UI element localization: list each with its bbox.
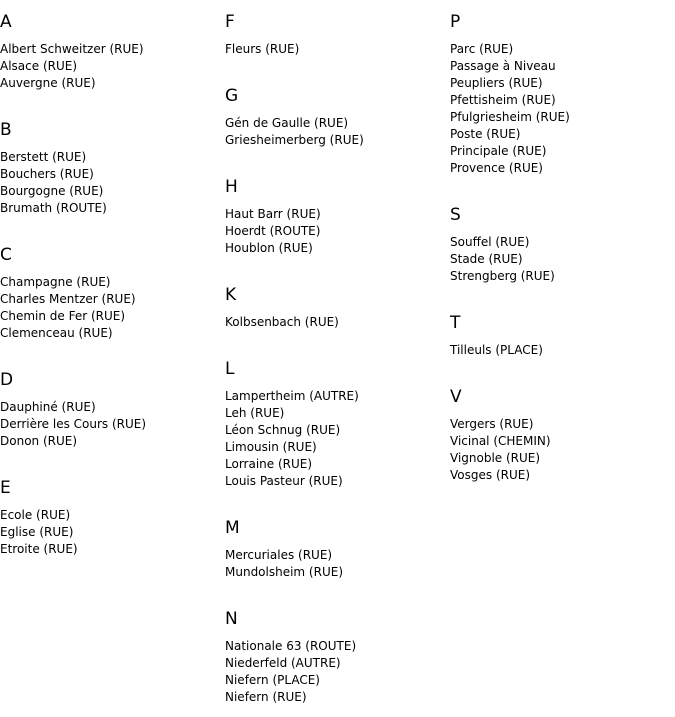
street-link[interactable]: Pfettisheim (RUE) [450,93,556,107]
street-item [225,132,450,149]
street-item [225,41,450,58]
street-index-column-1 [0,0,225,558]
section-spacer [0,217,225,233]
street-item [0,399,225,416]
street-list [225,388,450,490]
letter-heading: N [225,609,238,629]
street-link[interactable]: Chemin de Fer (RUE) [0,309,126,323]
street-link[interactable]: Etroite (RUE) [0,542,78,556]
letter-heading: H [225,177,238,197]
street-link[interactable]: Bourgogne (RUE) [0,184,104,198]
section-spacer [450,177,675,193]
street-item [225,456,450,473]
street-item [0,75,225,92]
street-link[interactable]: Fleurs (RUE) [225,42,300,56]
street-item [225,422,450,439]
street-item [0,149,225,166]
street-link[interactable]: Nationale 63 (ROUTE) [225,639,357,653]
street-item [225,223,450,240]
street-list [225,115,450,149]
street-link[interactable]: Pfulgriesheim (RUE) [450,110,570,124]
section-spacer [225,581,450,597]
street-link[interactable]: Passage à Niveau [450,59,556,73]
street-link[interactable]: Gén de Gaulle (RUE) [225,116,349,130]
letter-heading: B [0,120,12,140]
street-item [450,109,675,126]
section-spacer [450,359,675,375]
section-spacer [225,490,450,506]
letter-section [225,359,450,490]
street-link[interactable]: Champagne (RUE) [0,275,111,289]
letter-section [450,12,675,177]
street-list [0,41,225,92]
street-list [0,507,225,558]
street-list [225,314,450,331]
street-item [450,126,675,143]
street-link[interactable]: Clemenceau (RUE) [0,326,113,340]
street-list [225,638,450,706]
street-link[interactable]: Mundolsheim (RUE) [225,565,344,579]
street-link[interactable]: Niefern (RUE) [225,690,307,704]
street-item [225,564,450,581]
section-spacer [450,285,675,301]
street-link[interactable]: Mercuriales (RUE) [225,548,333,562]
street-item [225,314,450,331]
street-index-column-3 [450,0,675,484]
street-item [225,206,450,223]
section-spacer [0,450,225,466]
street-link[interactable]: Berstett (RUE) [0,150,87,164]
street-item [450,467,675,484]
street-item [225,115,450,132]
street-item [0,325,225,342]
letter-heading: C [0,245,12,265]
street-item [450,450,675,467]
street-link[interactable]: Léon Schnug (RUE) [225,423,341,437]
street-link[interactable]: Alsace (RUE) [0,59,78,73]
street-item [0,58,225,75]
street-link[interactable]: Leh (RUE) [225,406,285,420]
letter-heading: D [0,370,14,390]
street-link[interactable]: Donon (RUE) [0,434,78,448]
street-link[interactable]: Strengberg (RUE) [450,269,555,283]
street-link[interactable]: Lorraine (RUE) [225,457,313,471]
letter-section [0,120,225,217]
letter-heading: F [225,12,235,32]
street-item [0,524,225,541]
street-list [0,274,225,342]
street-item [0,41,225,58]
street-link[interactable]: Vicinal (CHEMIN) [450,434,551,448]
letter-section [225,12,450,58]
section-spacer [225,257,450,273]
street-item [0,416,225,433]
street-item [225,405,450,422]
street-item [225,240,450,257]
street-list [450,234,675,285]
street-link[interactable]: Vergers (RUE) [450,417,534,431]
street-item [225,638,450,655]
street-link[interactable]: Tilleuls (PLACE) [450,343,543,357]
letter-section [225,518,450,581]
street-item [450,92,675,109]
street-item [450,251,675,268]
section-spacer [0,92,225,108]
street-item [450,416,675,433]
letter-heading: G [225,86,239,106]
street-item [450,160,675,177]
letter-section [0,12,225,92]
letter-heading: E [0,478,11,498]
street-item [0,507,225,524]
street-item [225,547,450,564]
street-link[interactable]: Dauphiné (RUE) [0,400,96,414]
street-item [225,655,450,672]
street-item [225,388,450,405]
street-item [450,234,675,251]
letter-section [225,177,450,257]
street-list [225,206,450,257]
street-link[interactable]: Provence (RUE) [450,161,543,175]
section-spacer [225,331,450,347]
section-spacer [0,342,225,358]
street-link[interactable]: Principale (RUE) [450,144,547,158]
street-link[interactable]: Houblon (RUE) [225,241,313,255]
letter-heading: P [450,12,461,32]
street-link[interactable]: Brumath (ROUTE) [0,201,107,215]
letter-section [225,609,450,706]
street-item [450,268,675,285]
street-list [0,399,225,450]
street-link[interactable]: Vosges (RUE) [450,468,531,482]
street-link[interactable]: Derrière les Cours (RUE) [0,417,147,431]
street-link[interactable]: Parc (RUE) [450,42,514,56]
street-link[interactable]: Hoerdt (ROUTE) [225,224,321,238]
street-item [0,166,225,183]
letter-heading: L [225,359,235,379]
street-link[interactable]: Charles Mentzer (RUE) [0,292,136,306]
letter-section [0,245,225,342]
letter-heading: S [450,205,461,225]
street-item [0,200,225,217]
street-item [0,541,225,558]
street-list [450,342,675,359]
letter-heading: A [0,12,12,32]
street-link[interactable]: Louis Pasteur (RUE) [225,474,343,488]
street-link[interactable]: Limousin (RUE) [225,440,317,454]
street-link[interactable]: Auvergne (RUE) [0,76,96,90]
street-item [0,183,225,200]
street-link[interactable]: Griesheimerberg (RUE) [225,133,364,147]
street-link[interactable]: Souffel (RUE) [450,235,530,249]
section-spacer [225,58,450,74]
street-item [0,274,225,291]
letter-section [225,86,450,149]
street-item [0,433,225,450]
street-list [0,149,225,217]
street-list [225,41,450,58]
street-item [450,58,675,75]
letter-heading: T [450,313,461,333]
street-link[interactable]: Albert Schweitzer (RUE) [0,42,144,56]
street-item [225,689,450,706]
street-item [0,308,225,325]
street-link[interactable]: Kolbsenbach (RUE) [225,315,339,329]
street-item [450,75,675,92]
letter-section [450,387,675,484]
street-index-column-2 [225,0,450,706]
street-link[interactable]: Stade (RUE) [450,252,523,266]
street-item [450,342,675,359]
street-list [450,41,675,177]
street-list [225,547,450,581]
street-link[interactable]: Vignoble (RUE) [450,451,541,465]
street-item [450,433,675,450]
street-link[interactable]: Niederfeld (AUTRE) [225,656,341,670]
street-item [450,143,675,160]
letter-heading: M [225,518,240,538]
letter-section [0,370,225,450]
street-item [450,41,675,58]
letter-heading: K [225,285,237,305]
street-item [225,473,450,490]
letter-section [225,285,450,331]
section-spacer [225,149,450,165]
street-link[interactable]: Niefern (PLACE) [225,673,320,687]
letter-heading: V [450,387,462,407]
letter-section [0,478,225,558]
street-link[interactable]: Lampertheim (AUTRE) [225,389,359,403]
letter-section [450,205,675,285]
street-list [450,416,675,484]
street-link[interactable]: Eglise (RUE) [0,525,74,539]
street-item [0,291,225,308]
letter-section [450,313,675,359]
street-link[interactable]: Peupliers (RUE) [450,76,543,90]
street-link[interactable]: Haut Barr (RUE) [225,207,321,221]
street-item [225,439,450,456]
street-link[interactable]: Ecole (RUE) [0,508,71,522]
street-item [225,672,450,689]
street-link[interactable]: Bouchers (RUE) [0,167,94,181]
street-link[interactable]: Poste (RUE) [450,127,521,141]
